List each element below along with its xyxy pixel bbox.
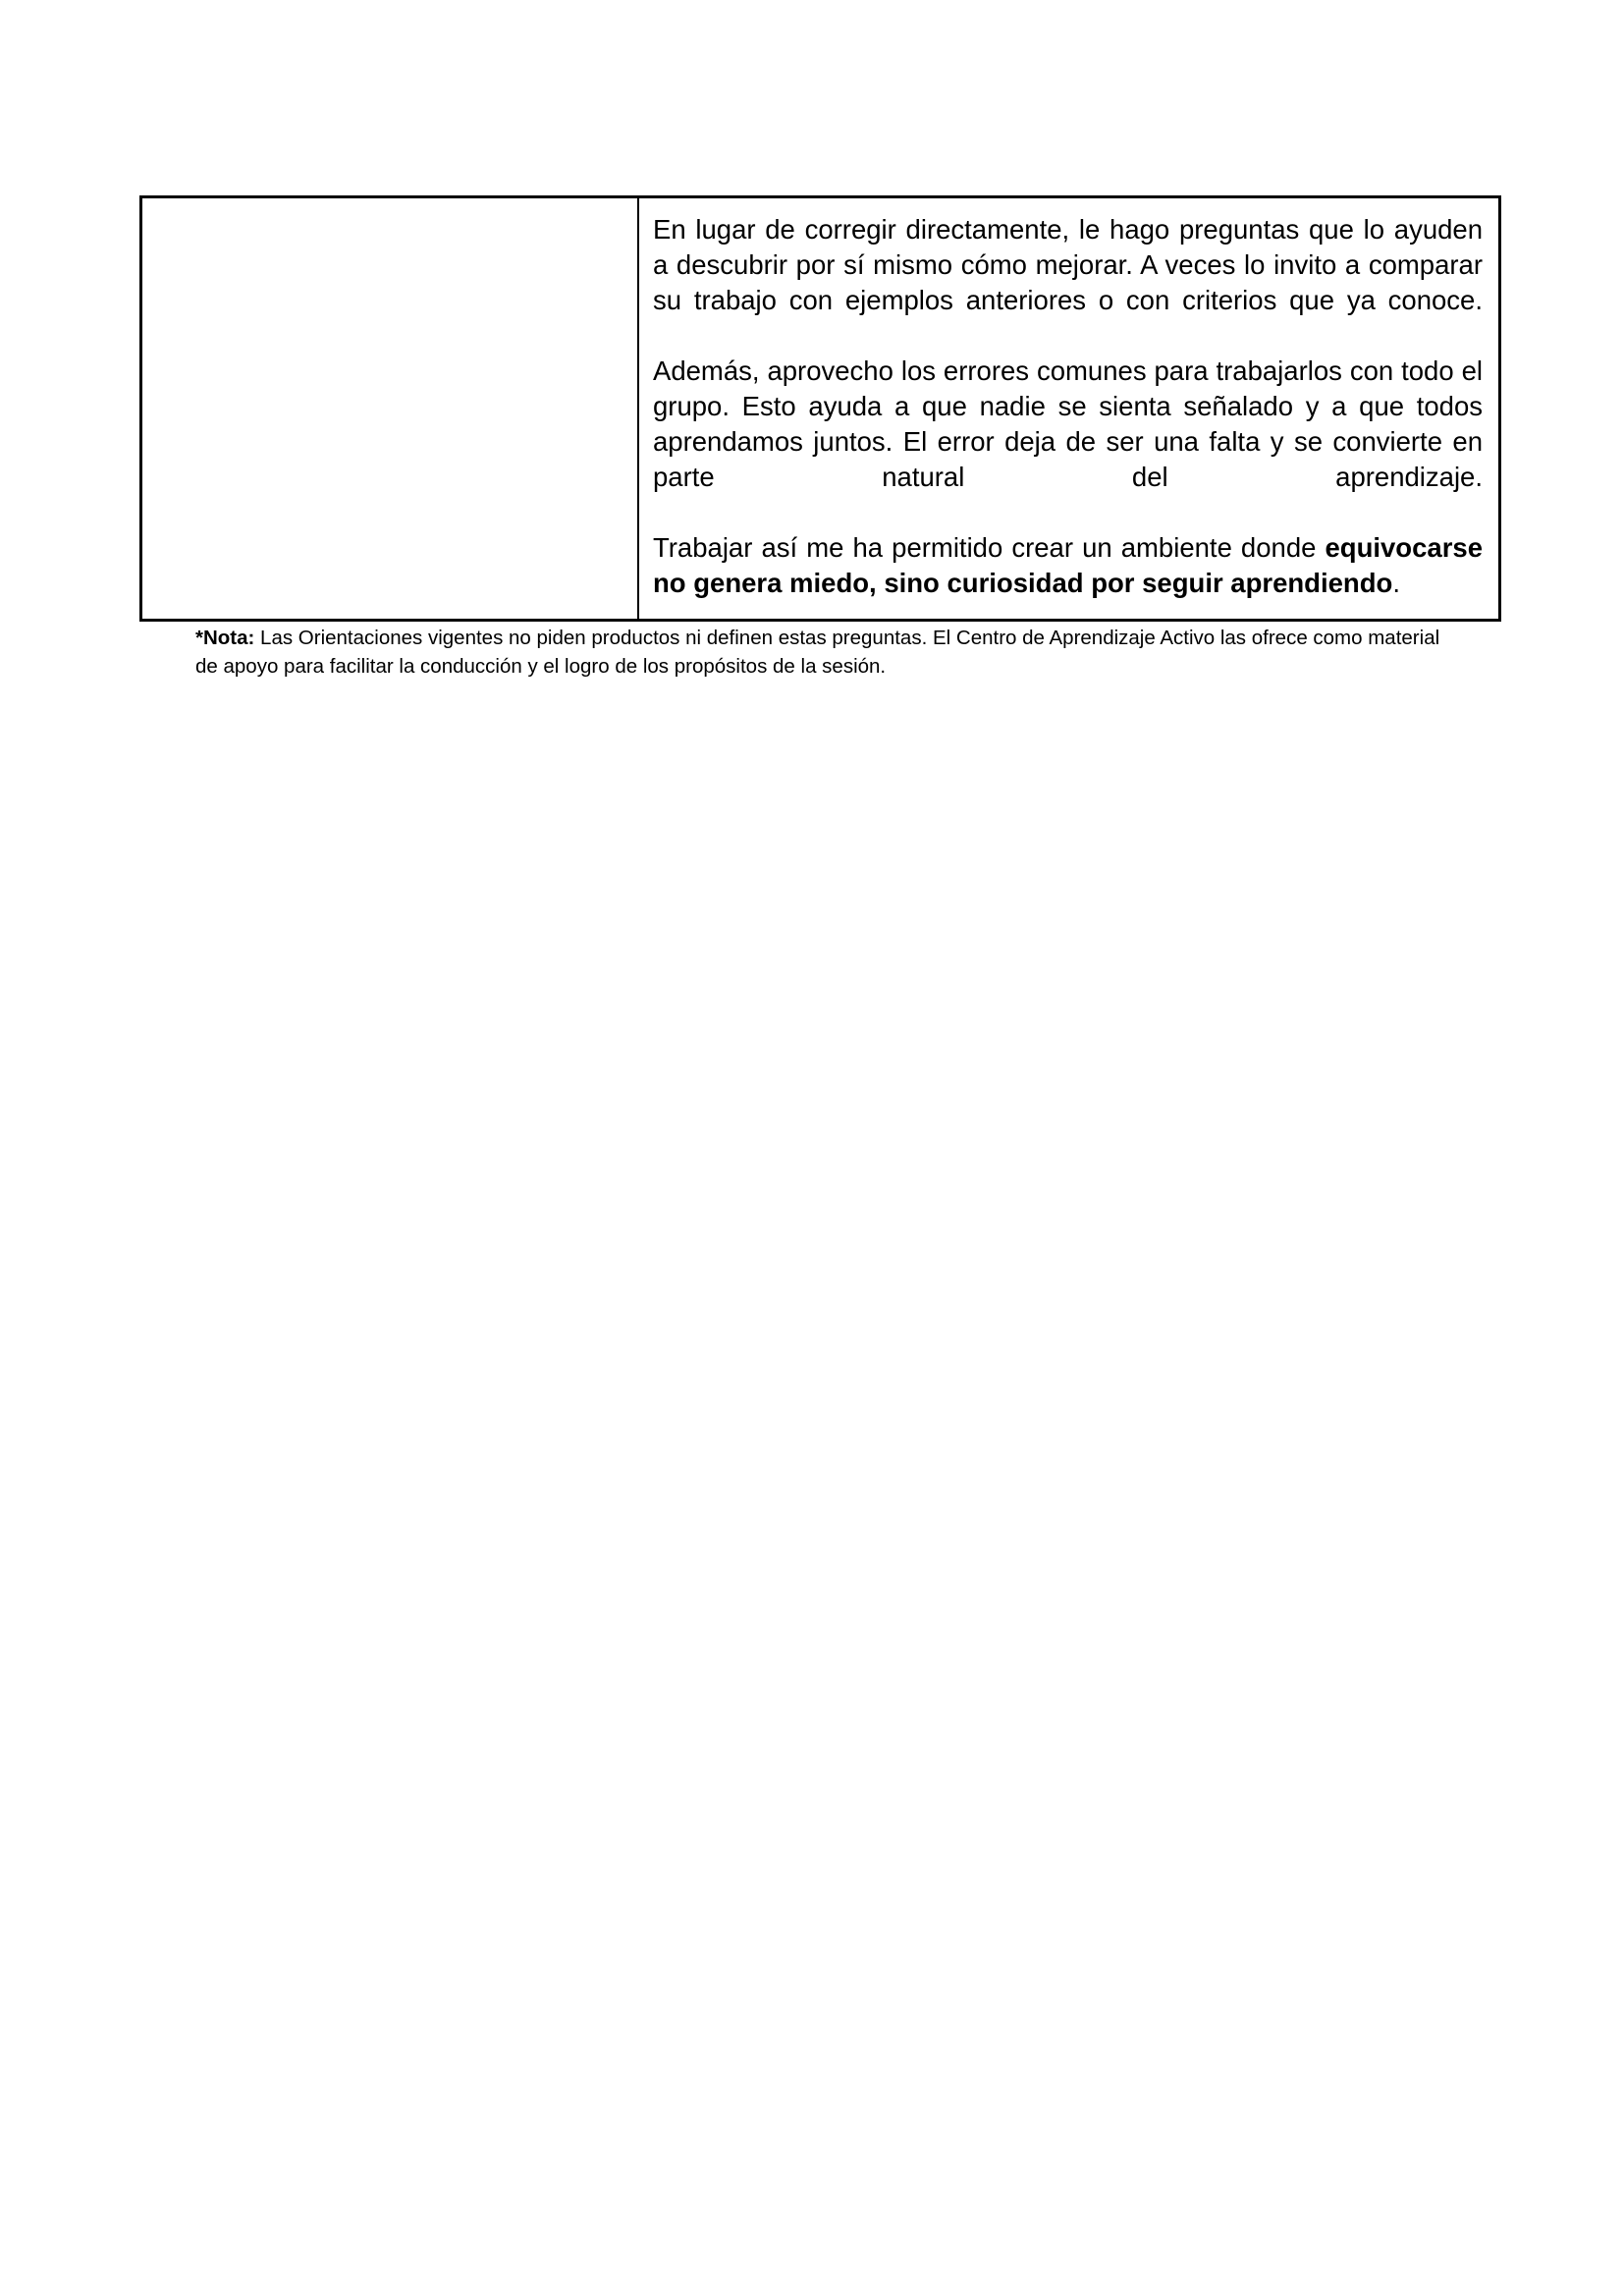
footnote-text: Las Orientaciones vigentes no piden productos ni definen estas preguntas. El Centro de Aprendizaje Activo las ofrece como material de apoyo para facilitar la conducción y el logro de los propósitos de la sesión. [195, 627, 1440, 678]
table-cell-left [142, 198, 639, 619]
conclusion-end: . [1392, 568, 1400, 598]
conclusion-bold-text: equivocarse no genera miedo, sino curiosidad por seguir aprendiendo [653, 532, 1483, 598]
table-cell-right [639, 198, 1498, 619]
paragraph-questions: En lugar de corregir directamente, le hago preguntas que lo ayuden a descubrir por sí mismo cómo mejorar. A veces lo invito a comparar su trabajo con ejemplos anteriores o con criterios que ya conoce. [653, 214, 1483, 315]
footnote [195, 624, 1462, 681]
conclusion-text: Trabajar así me ha permitido crear un ambiente donde [653, 532, 1326, 563]
footnote-label: *Nota: [195, 627, 255, 649]
paragraph-common-errors: Además, aprovecho los errores comunes para trabajarlos con todo el grupo. Esto ayuda a que nadie se sienta señalado y a que todos aprendamos juntos. El error deja de ser una falta y se convierte en parte natural del aprendizaje. [653, 355, 1483, 492]
content-table [139, 195, 1501, 622]
paragraph-conclusion [653, 530, 1483, 601]
